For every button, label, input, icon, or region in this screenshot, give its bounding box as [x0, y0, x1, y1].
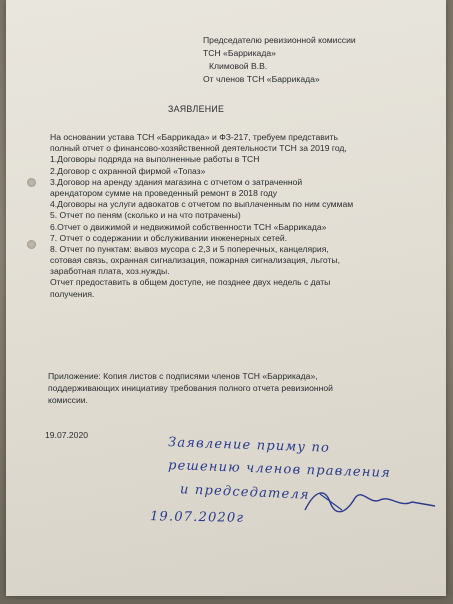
body-line: заработная плата, хоз.нужды. [50, 266, 170, 277]
body-line: 5. Отчет по пеням (сколько и на что потрачены) [50, 210, 241, 221]
handwritten-line: Заявление приму по [167, 435, 331, 456]
document-date: 19.07.2020 [45, 430, 89, 440]
body-line: На основании устава ТСН «Баррикада» и ФЗ-217, требуем представить [50, 132, 339, 142]
body-line: 8. Отчет по пунктам: вывоз мусора с 2,3 и 5 поперечных, канцелярия, [50, 243, 329, 254]
appendix-line: поддерживающих инициативу требования полного отчета ревизионной [48, 383, 333, 393]
body-line: 1.Договоры подряда на выполненные работы в ТСН [50, 154, 260, 165]
addressee-line: Климовой В.В. [209, 61, 268, 71]
handwritten-line: и председателя [179, 482, 311, 503]
addressee-line: От членов ТСН «Баррикада» [203, 74, 320, 84]
body-line: 6.Отчет о движимой и недвижимой собственности ТСН «Баррикада» [50, 221, 327, 232]
document-title: ЗАЯВЛЕНИЕ [168, 104, 225, 114]
appendix-line: Приложение: Копия листов с подписями членов ТСН «Баррикада», [48, 371, 318, 381]
body-line: сотовая связь, охранная сигнализация, пожарная сигнализация, льготы, [50, 255, 340, 266]
body-line: 2.Договор с охранной фирмой «Топаз» [50, 165, 206, 176]
handwritten-date: 19.07.2020г [149, 509, 245, 526]
addressee-block [195, 34, 356, 86]
appendix-line: комиссии. [48, 395, 88, 405]
punch-hole [27, 178, 36, 187]
statement-body [50, 132, 353, 300]
body-line: 7. Отчет о содержании и обслуживании инженерных сетей. [50, 232, 288, 243]
appendix-block [48, 370, 333, 406]
body-line: 3.Договор на аренду здания магазина с отчетом о затраченной [50, 176, 303, 187]
body-line: арендатором сумме на проведенный ремонт в 2018 году [50, 187, 278, 198]
handwritten-line: решению членов правления [167, 458, 392, 481]
body-line: Отчет предоставить в общем доступе, не позднее двух недель с даты [50, 277, 331, 288]
body-line: полный отчет о финансово-хозяйственной деятельности ТСН за 2019 год, [50, 143, 347, 154]
body-line: 4.Договоры на услуги адвокатов с отчетом по выплаченным по ним суммам [50, 199, 354, 210]
addressee-line: ТСН «Баррикада» [203, 48, 276, 58]
punch-hole [27, 240, 36, 249]
addressee-line: Председателю ревизионной комиссии [203, 35, 356, 45]
body-line: получения. [50, 288, 95, 299]
